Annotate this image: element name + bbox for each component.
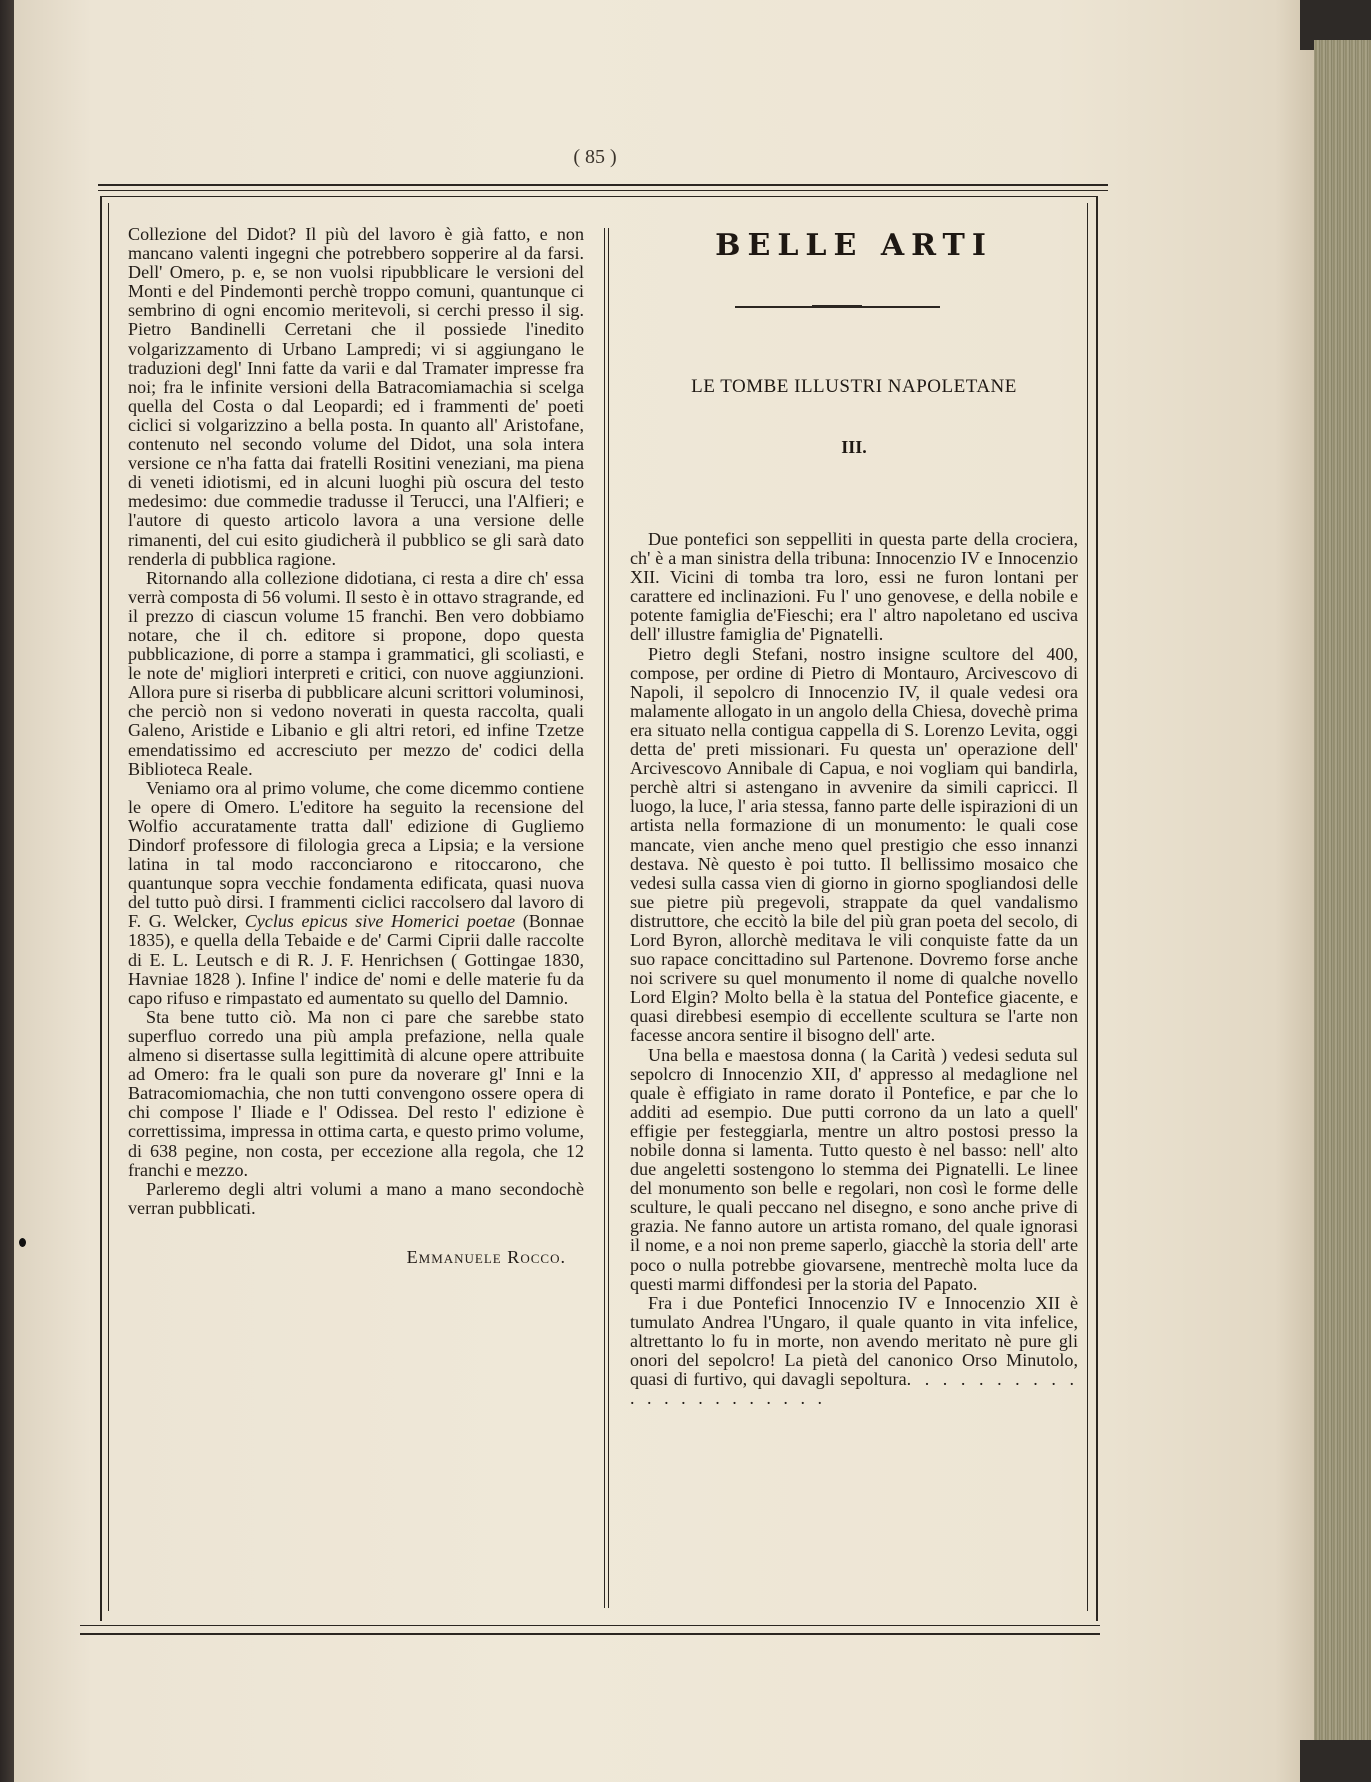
frame-bottom-rule xyxy=(80,1633,1100,1635)
article-title: LE TOMBE ILLUSTRI NAPOLETANE xyxy=(691,376,1017,397)
section-title: BELLE ARTI xyxy=(715,228,993,263)
frame-top-rule xyxy=(98,184,1108,186)
left-paragraph-3-continued: (Bonnae 1835), e quella della Tebaide e de' Carmi Ciprii dalle raccolte di E. L. Leutsch e di R. J. F. Henrichsen ( Gottingae 1830, Havniae 1828 ). Infine l' indice de' nomi e delle materie fu da capo rifuso e rimpastato ed aumentato su quello del Damnio. xyxy=(128,911,584,1008)
left-paragraph-3 xyxy=(128,779,584,1008)
right-paragraph-3: Una bella e maestosa donna ( la Carità ) vedesi seduta sul sepolcro di Innocenzio XII, d' appresso al medaglione nel quale è effigiato in rame dorato il Pontefice, e par che lo additi ad esempio. Due putti corrono da un lato a quell' effigie per festeggiarla, mentre un altro postosi presso la nobile donna si lamenta. Tutto questo è nel basso: nell' alto due angeletti sostengono lo stemma dei Pignatelli. Le linee del monumento son belle e regolari, non così le forme delle sculture, le quali peccano nel disegno, e sono anche prive di grazia. Ne fanno autore un artista romano, del quale ignorasi il nome, e a noi non preme saperlo, giacchè la storia dell' arte poco o nulla potrebbe giovarsene, mentrechè molta luce da questi marmi diffondesi per la storia del Papato. xyxy=(630,1044,1078,1294)
left-column xyxy=(128,225,584,1267)
trailing-dots: . . . . . . . . . . . . . . . . . . . . . . xyxy=(630,1369,1078,1409)
left-paragraph-2: Ritornando alla collezione didotiana, ci resta a dire ch' essa verrà composta di 56 volumi. Il sesto è in ottavo stragrande, ed il prezzo di ciascun volume 15 franchi. Ben vero dobbiamo notare, che il ch. editore si propone, dopo questa pubblicazione, di porre a stampa i grammatici, gli scoliasti, e le note de' migliori interpreti e critici, con nuove aggiunzioni. Allora pure si riserba di pubblicare alcuni scrittori voluminosi, che perciò non si vedono noverati in questa raccolta, quali Galeno, Aristide e Libanio e gli altri retori, ed infine Tzetze emendatissimo ed accresciuto per mezzo de' codici della Biblioteca Reale. xyxy=(128,567,584,779)
right-paragraph-1: Due pontefici son seppelliti in questa parte della crociera, ch' è a man sinistra della tribuna: Innocenzio IV e Innocenzio XII. Vicini di tomba tra loro, essi ne furon lontani per carattere ed inclinazioni. Fu l' uno genovese, e della nobile e potente famiglia de'Fieschi; era l' altro napoletano ed usciva dell' illustre famiglia de' Pignatelli. xyxy=(630,529,1078,645)
column-divider-double xyxy=(608,228,609,1608)
frame-top-rule-thin xyxy=(98,190,1108,191)
page-stack-bottom-shadow xyxy=(1300,1740,1371,1782)
page-number: ( 85 ) xyxy=(573,146,617,168)
ink-dot xyxy=(19,1238,26,1247)
frame-bottom-rule-thin xyxy=(80,1625,1100,1626)
left-paragraph-5: Parleremo degli altri volumi a mano a mano secondochè verran pubblicati. xyxy=(128,1178,584,1218)
right-column xyxy=(630,530,1078,1408)
right-paragraph-4-text: Fra i due Pontefici Innocenzio IV e Innocenzio XII è tumulato Andrea l'Ungaro, il quale quanto in vita infelice, altrettanto lo fu in morte, non avendo meritato nè pure gli onori del sepolcro! La pietà del canonico Orso Minutolo, quasi di furtivo, qui davagli sepoltura xyxy=(630,1292,1078,1390)
article-part-number: III. xyxy=(841,437,867,457)
left-paragraph-1: Collezione del Didot? Il più del lavoro è già fatto, e non mancano valenti ingegni che potrebbero sopperire al da farsi. Dell' Omero, p. e, se non vuolsi ripubblicare le versioni del Monti e del Pindemonti perchè troppo comuni, quantunque ci sembrino di ogni encomio meritevoli, si cerchi presso il sig. Pietro Bandinelli Cerretani che il possiede l'inedito volgarizzamento di Urbano Lampredi; vi si aggiungano le traduzioni degl' Inni fatte da varii e dal Tramater impresse fra noi; fra le infinite versioni della Batracomiamachia si scelga quella del Costa o dal Leopardi; ed i frammenti de' poeti ciclici si volgarizzino a bella posta. In quanto all' Aristofane, contenuto nel secondo volume del Didot, una sola intera versione ce n'ha fatta dai fratelli Rositini veneziani, ma piena di veneti idiotismi, ed in alcuni luoghi più oscura del testo medesimo: due commedie tradusse il Terucci, una l'Alfieri; e l'autore di questo articolo lavora a una versione delle rimanenti, del cui esito giudicherà il pubblico se gli sarà dato renderla di pubblica ragione. xyxy=(128,224,584,569)
italic-book-title: Cyclus epicus sive Homerici poetae xyxy=(244,911,516,932)
left-paragraph-4: Sta bene tutto ciò. Ma non ci pare che sarebbe stato superfluo corredo una più ampla prefazione, nella quale almeno si disertasse sulla legittimità di alcune opere attribuite ad Omero: fra le quali son pure da noverare gl' Inni e la Batracomiomachia, che non tutti convengono ossere opera di chi compose l' Iliade e l' Odissea. Del resto l' edizione è correttissima, impressa in ottima carta, e questo primo volume, di 638 pegine, non costa, per eccezione alla regola, che 12 franchi e mezzo. xyxy=(128,1006,584,1180)
right-paragraph-2: Pietro degli Stefani, nostro insigne scultore del 400, compose, per ordine di Pietro di Montauro, Arcivescovo di Napoli, il sepolcro di Innocenzio IV, il quale vedesi ora malamente allogato in un angolo della Chiesa, dovechè prima era situato nella contigua cappella di S. Lorenzo Levita, oggi detta de' preti missionari. Fu questa un' operazione dell' Arcivescovo Annibale di Capua, e noi vogliam qui bandirla, perchè altri si astengano in avvenire da simili capricci. Il luogo, la luce, l' aria stessa, fanno parte delle ispirazioni di un artista nella formazione di un monumento: le quali cose mancate, vien anche meno quel prestigio che esso innanzi destava. Nè questo è poi tutto. Il bellissimo mosaico che vedesi sulla cassa vien di giorno in giorno spogliandosi delle sue pietre più pregevoli, strappate da quel vandalismo distruttore, che eccitò la bile del più gran poeta del secolo, di Lord Byron, allorchè meditava le vili conquiste fatte da un suo rapace concittadino sul Partenone. Dovremo forse anche noi scrivere su quel monumento il nome di qualche novello Lord Elgin? Molto bella è la statua del Pontefice giacente, e quasi direbbesi esempio di eccellente scultura se l'arte non facesse ancora sentire il bisogno dell' arte. xyxy=(630,643,1078,1046)
column-divider xyxy=(604,228,605,1608)
right-paragraph-4 xyxy=(630,1294,1078,1409)
left-paragraph-3-text: Veniamo ora al primo volume, che come dicemmo contiene le opere di Omero. L'editore ha seguito la recensione del Wolfio accuratamente tratta dall' edizione di Gugliemo Dindorf professore di filologia greca a Lipsia; e la versione latina in tal modo racconciarono e ritoccarono, che quantunque sopra vecchie fondamenta edificata, quasi nuova del tutto può dirsi. I frammenti ciclici raccolsero dal lavoro di F. G. Welcker, xyxy=(128,777,584,932)
section-title-rule-ornament xyxy=(812,305,862,308)
page-stack-edge xyxy=(1314,40,1371,1740)
author-signature: Emmanuele Rocco. xyxy=(406,1246,566,1267)
